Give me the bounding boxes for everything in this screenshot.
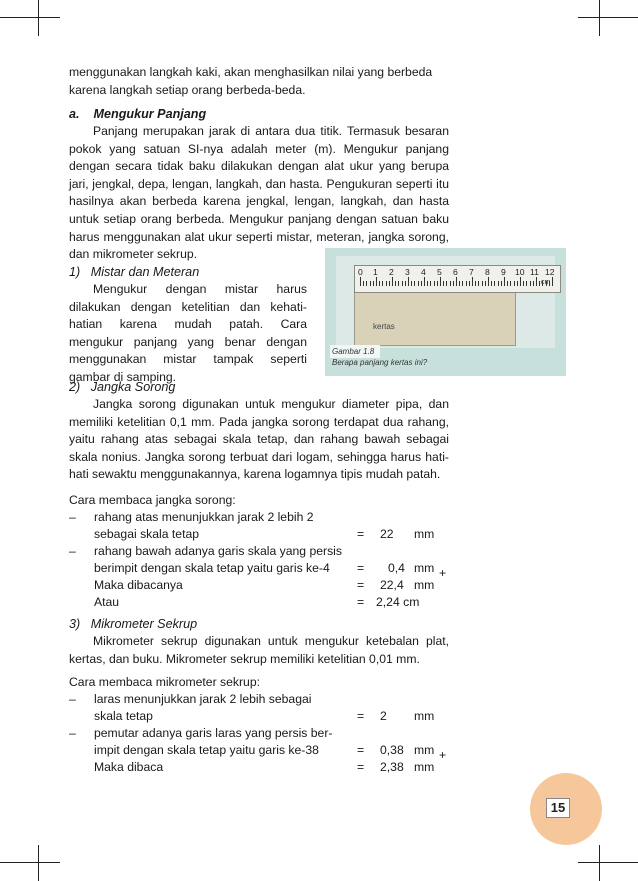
ruler-number: 5: [437, 267, 442, 277]
dash: –: [69, 692, 76, 706]
sub2-item2-line2: berimpit dengan skala tetap yaitu garis ke-4: [94, 561, 330, 575]
ruler-tick: [478, 281, 479, 286]
ruler-tick: [469, 281, 470, 286]
equals-sign: =: [357, 760, 365, 774]
ruler-tick: [526, 281, 527, 286]
ruler-tick: [507, 281, 508, 286]
sub2-marker: 2): [69, 380, 81, 394]
ruler-number: 2: [389, 267, 394, 277]
ruler-number: 10: [515, 267, 525, 277]
ruler-tick: [491, 281, 492, 286]
ruler-tick: [392, 277, 393, 286]
sub3-item2-unit: mm: [414, 743, 435, 757]
ruler-number: 6: [453, 267, 458, 277]
equals-sign: =: [357, 709, 365, 723]
equals-sign: =: [357, 527, 365, 541]
page-number: 15: [546, 798, 570, 818]
sub3-howto: Cara membaca mikrometer sekrup:: [69, 675, 260, 689]
sub3-item1-line1: laras menunjukkan jarak 2 lebih sebagai: [94, 692, 312, 706]
section-a-heading: [69, 106, 206, 123]
dash: –: [69, 510, 76, 524]
plus-sign: +: [439, 566, 447, 580]
ruler-tick: [453, 281, 454, 286]
sub2-alt-value: 2,24 cm: [376, 595, 420, 609]
equals-sign: =: [357, 561, 365, 575]
sub2-result-value: 22,4: [380, 578, 404, 592]
ruler-tick: [488, 277, 489, 286]
ruler-tick: [370, 281, 371, 286]
ruler-number: 7: [469, 267, 474, 277]
sub3-item1-unit: mm: [414, 709, 435, 723]
sub3-item2-value: 0,38: [380, 743, 404, 757]
figure-panel: [336, 256, 555, 348]
equals-sign: =: [357, 743, 365, 757]
ruler-tick: [536, 277, 537, 286]
ruler: [354, 265, 561, 293]
sub2-howto: Cara membaca jangka sorong:: [69, 493, 236, 507]
sub2-item2-value: 0,4: [388, 561, 405, 575]
ruler-tick: [475, 281, 476, 286]
sub2-result-label: Maka dibacanya: [94, 578, 183, 592]
sub3-heading: [69, 616, 197, 633]
ruler-tick: [421, 281, 422, 286]
sub3-item1-line2: skala tetap: [94, 709, 153, 723]
ruler-tick: [424, 277, 425, 286]
ruler-tick: [498, 281, 499, 286]
ruler-tick: [408, 277, 409, 286]
ruler-tick: [440, 277, 441, 286]
ruler-tick: [405, 281, 406, 286]
ruler-tick: [443, 281, 444, 286]
sub2-item2-unit: mm: [414, 561, 435, 575]
dash: –: [69, 726, 76, 740]
sub1-paragraph: Mengukur dengan mistar harus dilakukan dengan ketelitian dan kehati-hatian karena mudah patah. Cara mengukur panjang yang benar dengan menggunakan mistar tampak seperti gambar di samping.: [69, 282, 307, 384]
ruler-tick: [395, 281, 396, 286]
equals-sign: =: [357, 578, 365, 592]
sub1-heading: [69, 264, 199, 281]
ruler-tick: [494, 281, 495, 286]
sub3-result-label: Maka dibaca: [94, 760, 164, 774]
ruler-tick: [523, 281, 524, 286]
ruler-tick: [437, 281, 438, 286]
ruler-tick: [514, 281, 515, 286]
ruler-tick: [446, 281, 447, 286]
ruler-number: 3: [405, 267, 410, 277]
ruler-tick: [542, 281, 543, 286]
ruler-tick: [530, 281, 531, 286]
sub2-result-unit: mm: [414, 578, 435, 592]
ruler-tick: [462, 281, 463, 286]
ruler-tick: [504, 277, 505, 286]
ruler-tick: [472, 277, 473, 286]
ruler-tick: [363, 281, 364, 286]
ruler-tick: [520, 277, 521, 286]
sub2-heading: [69, 379, 175, 396]
sub3-item1-value: 2: [380, 709, 387, 723]
sub2-item1-line1: rahang atas menunjukkan jarak 2 lebih 2: [94, 510, 314, 524]
ruler-tick: [427, 281, 428, 286]
ruler-number: 1: [373, 267, 378, 277]
ruler-tick: [379, 281, 380, 286]
sub2-item1-unit: mm: [414, 527, 435, 541]
sub1-title: Mistar dan Meteran: [90, 265, 200, 279]
crop-mark: [578, 862, 638, 863]
figure-ruler: [325, 248, 566, 376]
ruler-number: 4: [421, 267, 426, 277]
section-a-title: Mengukur Panjang: [93, 107, 207, 121]
ruler-tick: [450, 281, 451, 286]
ruler-tick: [373, 281, 374, 286]
ruler-tick: [546, 281, 547, 286]
ruler-tick: [539, 281, 540, 286]
ruler-tick: [398, 281, 399, 286]
ruler-number: 0: [358, 267, 363, 277]
crop-mark: [0, 862, 60, 863]
crop-mark: [38, 0, 39, 36]
ruler-tick: [418, 281, 419, 286]
ruler-tick: [501, 281, 502, 286]
sub2-item1-line2: sebagai skala tetap: [94, 527, 200, 541]
ruler-tick: [517, 281, 518, 286]
sub1-marker: 1): [69, 265, 81, 279]
sub3-title: Mikrometer Sekrup: [90, 617, 198, 631]
section-a-marker: a.: [69, 107, 80, 121]
crop-mark: [578, 17, 638, 18]
ruler-tick: [456, 277, 457, 286]
sub3-result-unit: mm: [414, 760, 435, 774]
ruler-tick: [459, 281, 460, 286]
ruler-tick: [434, 281, 435, 286]
ruler-tick: [533, 281, 534, 286]
crop-mark: [599, 845, 600, 881]
figure-tag: Gambar 1.8: [330, 345, 380, 358]
ruler-tick: [402, 281, 403, 286]
ruler-tick: [549, 281, 550, 286]
ruler-tick: [389, 281, 390, 286]
ruler-tick: [411, 281, 412, 286]
ruler-number: 12: [545, 267, 555, 277]
equals-sign: =: [357, 595, 365, 609]
ruler-number: 8: [485, 267, 490, 277]
plus-sign: +: [439, 748, 447, 762]
ruler-tick: [376, 277, 377, 286]
ruler-tick: [552, 277, 553, 286]
sub2-paragraph: Jangka sorong digunakan untuk mengukur diameter pipa, dan memiliki ketelitian 0,1 mm. Pada jangka sorong terdapat dua rahang, yaitu rahang atas sebagai skala tetap, dan rahang bawah sebagai skala nonius. Jangka sorong terbuat dari logam, sehingga harus hati-hati sewaktu menggunakannya, karena logamnya tipis mudah patah.: [69, 397, 449, 482]
ruler-tick: [510, 281, 511, 286]
ruler-tick: [414, 281, 415, 286]
sub3-marker: 3): [69, 617, 81, 631]
ruler-tick: [485, 281, 486, 286]
sub2-alt-label: Atau: [94, 595, 120, 609]
crop-mark: [0, 17, 60, 18]
ruler-tick: [382, 281, 383, 286]
crop-mark: [599, 0, 600, 36]
sub3-paragraph: Mikrometer sekrup digunakan untuk mengukur ketebalan plat, kertas, dan buku. Mikrometer sekrup memiliki ketelitian 0,01 mm.: [69, 634, 449, 666]
ruler-tick: [466, 281, 467, 286]
sub3-result-value: 2,38: [380, 760, 404, 774]
sub3-item2-line2: impit dengan skala tetap yaitu garis ke-38: [94, 743, 319, 757]
section-a-paragraph: Panjang merupakan jarak di antara dua titik. Termasuk besaran pokok yang satuan SI-nya adalah meter (m). Mengukur panjang dengan secara tidak baku dilakukan dengan alat ukur yang berupa jari, jengkal, depa, lengan, langkah, dan hasta. Pengukuran seperti itu hasilnya akan berbeda karena jengkal, lengan, langkah, dan hasta untuk setiap orang berbeda. Mengukur panjang dengan satuan baku harus menggunakan alat ukur seperti mistar, meteran, jangka sorong, dan mikrometer sekrup.: [69, 124, 449, 262]
sub2-title: Jangka Sorong: [90, 380, 176, 394]
ruler-number: 9: [501, 267, 506, 277]
dash: –: [69, 544, 76, 558]
ruler-tick: [360, 277, 361, 286]
sub3-item2-line1: pemutar adanya garis laras yang persis ber-: [94, 726, 333, 740]
ruler-number: 11: [530, 267, 539, 277]
sub2-item2-line1: rahang bawah adanya garis skala yang persis: [94, 544, 342, 558]
paper-label: kertas: [373, 322, 395, 331]
ruler-tick: [430, 281, 431, 286]
ruler-tick: [482, 281, 483, 286]
ruler-tick: [386, 281, 387, 286]
crop-mark: [38, 845, 39, 881]
intro-text: menggunakan langkah kaki, akan menghasilkan nilai yang berbeda karena langkah setiap orang berbeda-beda.: [69, 65, 433, 97]
figure-caption: Berapa panjang kertas ini?: [332, 358, 428, 367]
sub2-item1-value: 22: [380, 527, 394, 541]
ruler-tick: [366, 281, 367, 286]
